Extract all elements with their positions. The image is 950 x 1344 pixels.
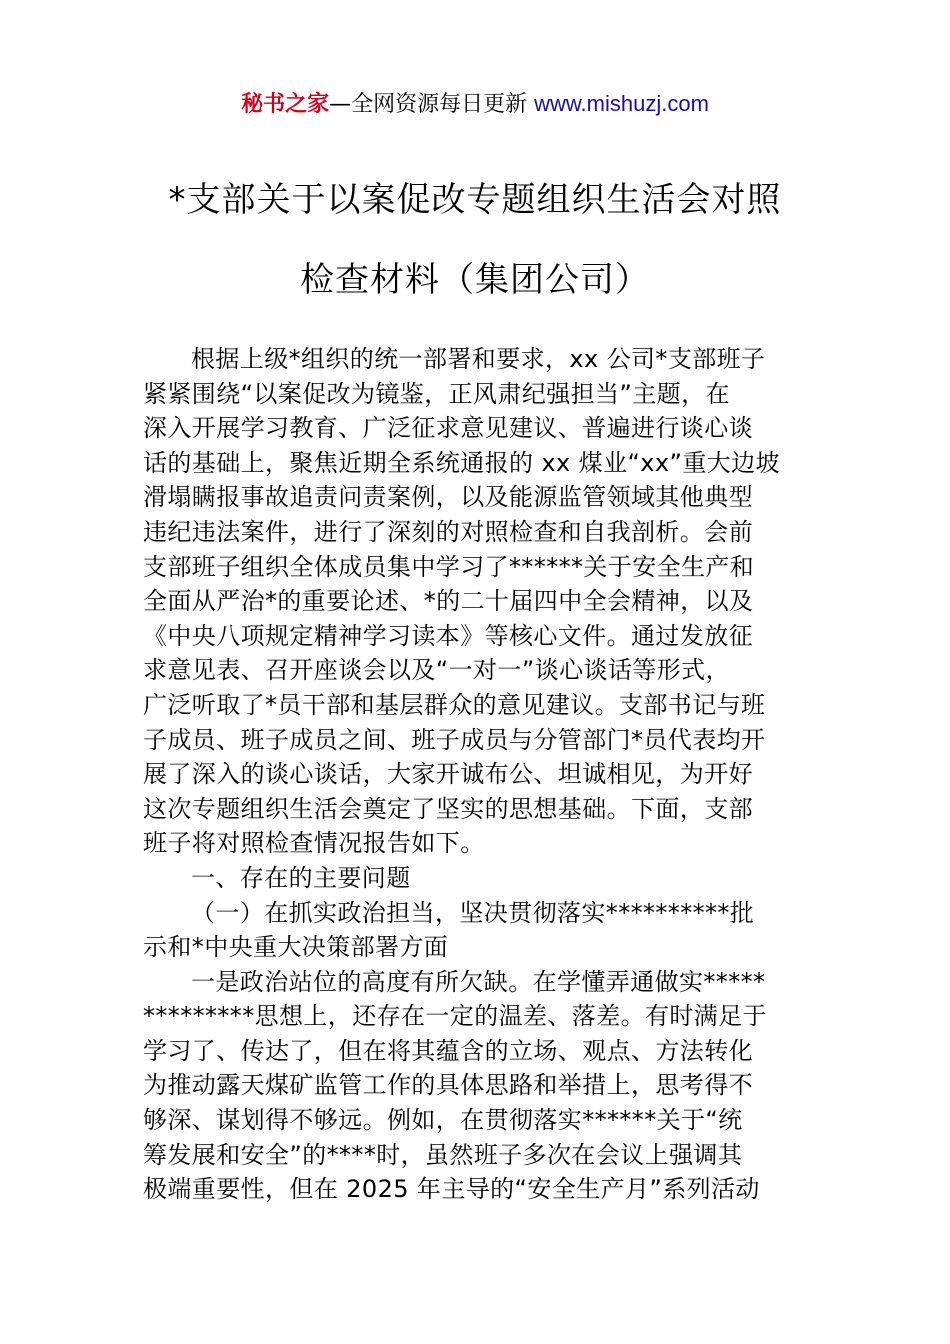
title-line-2: 检查材料（集团公司）: [300, 260, 650, 300]
header-tagline: —全网资源每日更新: [329, 92, 528, 117]
body-line: 《中央八项规定精神学习读本》等核心文件。通过发放征: [143, 621, 753, 650]
site-header: [0, 88, 950, 121]
body-line: 求意见表、召开座谈会以及“一对一”谈心谈话等形式，: [143, 656, 730, 685]
body-line: 广泛听取了*员干部和基层群众的意见建议。支部书记与班: [143, 690, 766, 719]
title-line-1: *支部关于以案促改专题组织生活会对照: [168, 180, 782, 220]
subsection-heading-line-2: 示和*中央重大决策部署方面: [143, 933, 449, 962]
site-url-link[interactable]: www.mishuzj.com: [534, 91, 709, 116]
body-line: 展了深入的谈心谈话，大家开诚布公、坦诚相见，为开好: [143, 760, 753, 789]
body-line: 这次专题组织生活会奠定了坚实的思想基础。下面，支部: [143, 794, 753, 823]
brand-name: 秘书之家: [241, 92, 330, 117]
body-line: 子成员、班子成员之间、班子成员与分管部门*员代表均开: [143, 725, 766, 754]
body-line: 紧紧围绕“以案促改为镜鉴，正风肃纪强担当”主题，在: [143, 379, 730, 408]
body-line: 支部班子组织全体成员集中学习了******关于安全生产和: [143, 552, 755, 581]
subsection-heading-line-1: （一）在抓实政治担当，坚决贯彻落实**********批: [191, 898, 755, 927]
document-title: [0, 160, 950, 320]
body-line: *********思想上，还存在一定的温差、落差。有时满足于: [143, 1002, 767, 1031]
body-line: 学习了、传达了，但在将其蕴含的立场、观点、方法转化: [143, 1036, 753, 1065]
section-heading: 一、存在的主要问题: [191, 863, 411, 892]
body-line: 违纪违法案件，进行了深刻的对照检查和自我剖析。会前: [143, 517, 753, 546]
document-body: [143, 342, 810, 1207]
body-line: 深入开展学习教育、广泛征求意见建议、普遍进行谈心谈: [143, 414, 753, 443]
body-line: 够深、谋划得不够远。例如，在贯彻落实******关于“统: [143, 1106, 743, 1135]
body-line: 班子将对照检查情况报告如下。: [143, 829, 485, 858]
body-line: 全面从严治*的重要论述、*的二十届四中全会精神，以及: [143, 587, 754, 616]
body-line: 滑塌瞒报事故追责问责案例，以及能源监管领域其他典型: [143, 483, 753, 512]
body-line: 话的基础上，聚焦近期全系统通报的 xx 煤业“xx”重大边坡: [143, 448, 780, 477]
body-line: 为推动露天煤矿监管工作的具体思路和举措上，思考得不: [143, 1071, 753, 1100]
body-line: 极端重要性，但在 2025 年主导的“安全生产月”系列活动: [143, 1175, 760, 1204]
body-line: 筹发展和安全”的****时，虽然班子多次在会议上强调其: [143, 1140, 743, 1169]
body-line: 一是政治站位的高度有所欠缺。在学懂弄通做实*****: [191, 967, 766, 996]
body-line: 根据上级*组织的统一部署和要求，xx 公司*支部班子: [191, 345, 766, 373]
